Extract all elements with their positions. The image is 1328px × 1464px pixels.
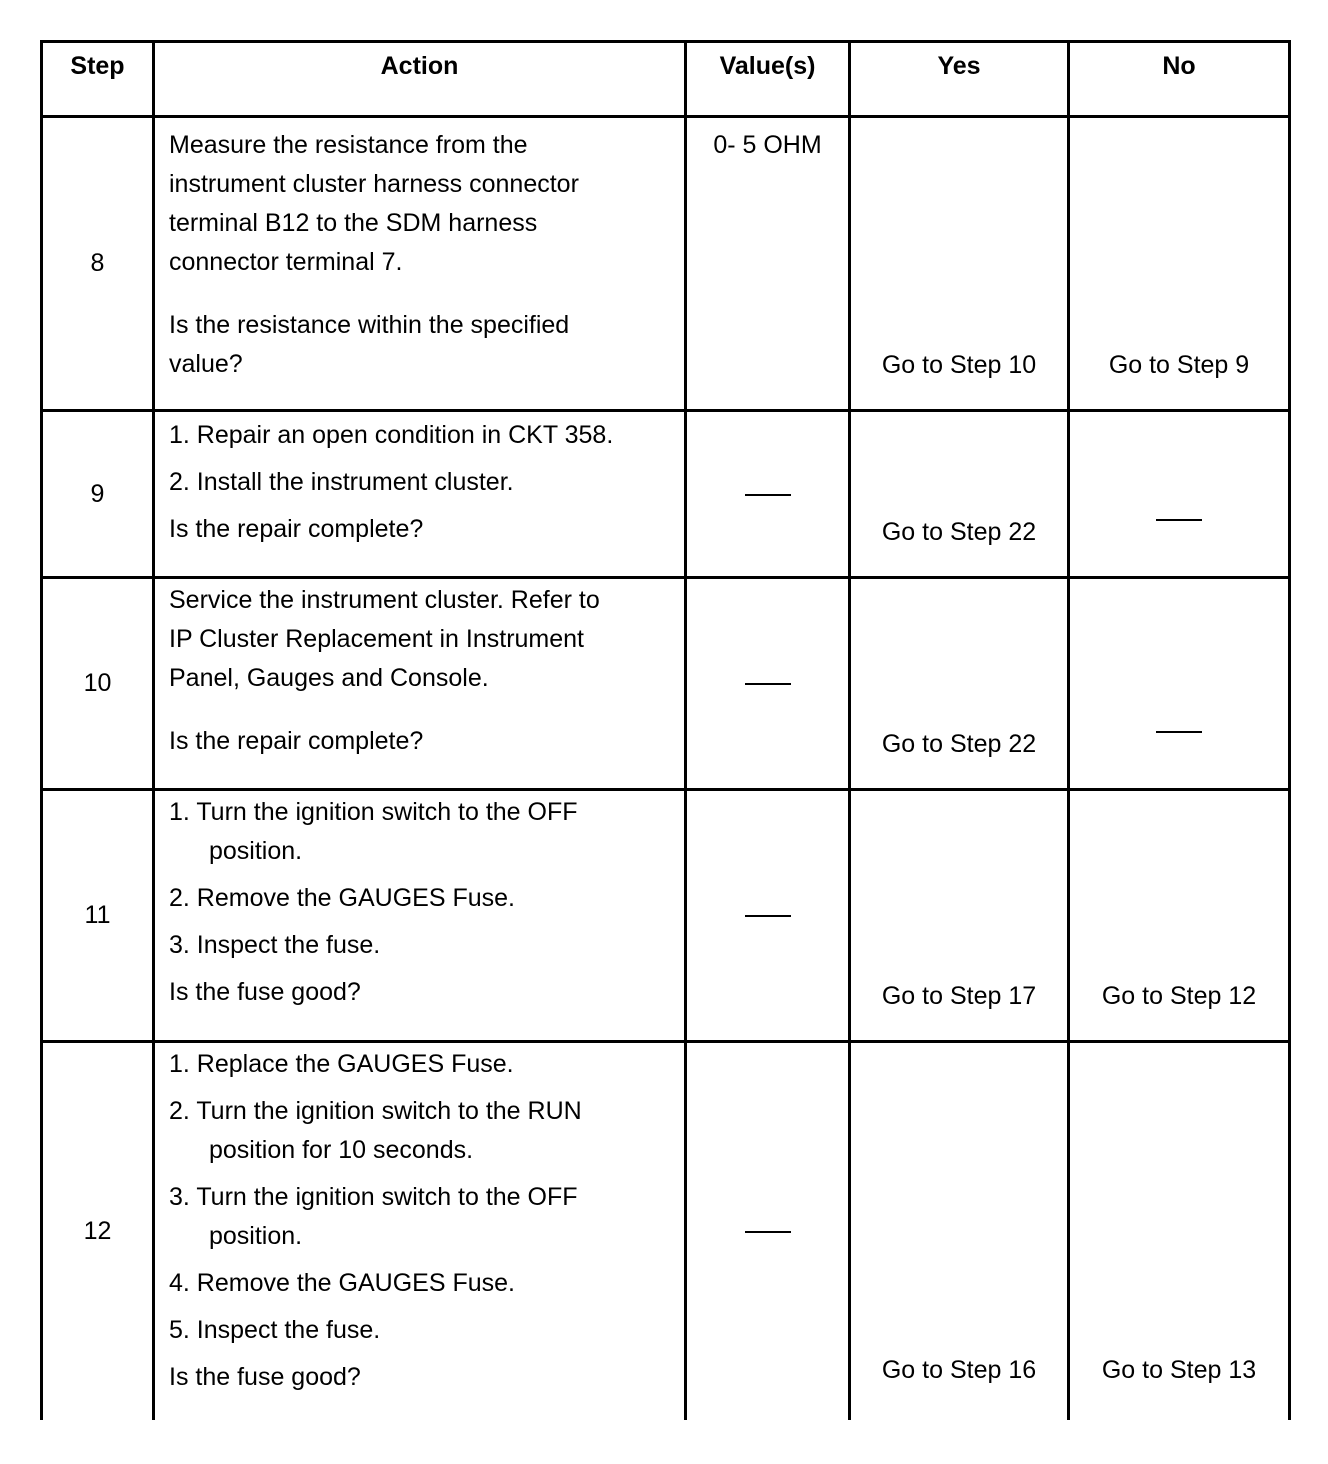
step-number: 10 <box>42 578 154 790</box>
value-cell: 0- 5 OHM <box>686 117 850 411</box>
action-line: 1. Repair an open condition in CKT 358. <box>169 421 614 449</box>
value-cell <box>686 790 850 1042</box>
step-number: 11 <box>42 790 154 1042</box>
action-line: 5. Inspect the fuse. <box>169 1316 381 1344</box>
empty-no-dash <box>1156 519 1202 521</box>
empty-value-dash <box>745 1231 791 1233</box>
no-cell: Go to Step 12 <box>1069 790 1290 1042</box>
header-value: Value(s) <box>686 42 850 117</box>
yes-cell: Go to Step 17 <box>850 790 1069 1042</box>
action-line: Panel, Gauges and Console. <box>169 664 489 692</box>
value-cell <box>686 1042 850 1420</box>
header-no: No <box>1069 42 1290 117</box>
action-line: 3. Turn the ignition switch to the OFF <box>169 1183 578 1211</box>
yes-cell: Go to Step 16 <box>850 1042 1069 1420</box>
action-question: Is the fuse good? <box>169 1363 361 1391</box>
action-question: Is the fuse good? <box>169 978 361 1006</box>
step-number: 9 <box>42 411 154 578</box>
action-cell <box>154 790 686 1042</box>
empty-value-dash <box>745 683 791 685</box>
action-line: 4. Remove the GAUGES Fuse. <box>169 1269 515 1297</box>
header-row <box>42 42 1290 117</box>
empty-no-dash <box>1156 731 1202 733</box>
action-line: 2. Remove the GAUGES Fuse. <box>169 884 515 912</box>
no-cell <box>1069 411 1290 578</box>
yes-cell: Go to Step 22 <box>850 411 1069 578</box>
action-line: Measure the resistance from the <box>169 131 528 159</box>
table-row <box>42 578 1290 790</box>
action-cell <box>154 578 686 790</box>
diagnostic-table <box>40 40 1291 1420</box>
step-number: 12 <box>42 1042 154 1420</box>
table-row <box>42 790 1290 1042</box>
yes-cell: Go to Step 10 <box>850 117 1069 411</box>
action-line: 2. Turn the ignition switch to the RUN <box>169 1097 582 1125</box>
action-question: Is the repair complete? <box>169 515 424 543</box>
action-line: Service the instrument cluster. Refer to <box>169 586 600 614</box>
yes-cell: Go to Step 22 <box>850 578 1069 790</box>
value-cell <box>686 411 850 578</box>
action-line: 1. Replace the GAUGES Fuse. <box>169 1050 514 1078</box>
action-cell <box>154 1042 686 1420</box>
header-yes: Yes <box>850 42 1069 117</box>
action-line: terminal B12 to the SDM harness <box>169 209 538 237</box>
value-cell <box>686 578 850 790</box>
table-row <box>42 411 1290 578</box>
header-action: Action <box>154 42 686 117</box>
action-line: 3. Inspect the fuse. <box>169 931 381 959</box>
empty-value-dash <box>745 494 791 496</box>
empty-value-dash <box>745 915 791 917</box>
action-question: Is the resistance within the specified <box>169 311 570 339</box>
action-line: position for 10 seconds. <box>209 1136 474 1164</box>
action-line: position. <box>209 837 303 865</box>
action-question: Is the repair complete? <box>169 727 424 755</box>
action-line: 1. Turn the ignition switch to the OFF <box>169 798 578 826</box>
action-line: instrument cluster harness connector <box>169 170 579 198</box>
table-row <box>42 1042 1290 1420</box>
action-cell <box>154 411 686 578</box>
action-line: 2. Install the instrument cluster. <box>169 468 514 496</box>
action-line: position. <box>209 1222 303 1250</box>
header-step: Step <box>42 42 154 117</box>
table-row <box>42 117 1290 411</box>
step-number: 8 <box>42 117 154 411</box>
action-line: IP Cluster Replacement in Instrument <box>169 625 585 653</box>
action-question: value? <box>169 350 243 378</box>
action-cell <box>154 117 686 411</box>
no-cell: Go to Step 9 <box>1069 117 1290 411</box>
no-cell: Go to Step 13 <box>1069 1042 1290 1420</box>
no-cell <box>1069 578 1290 790</box>
action-line: connector terminal 7. <box>169 248 403 276</box>
